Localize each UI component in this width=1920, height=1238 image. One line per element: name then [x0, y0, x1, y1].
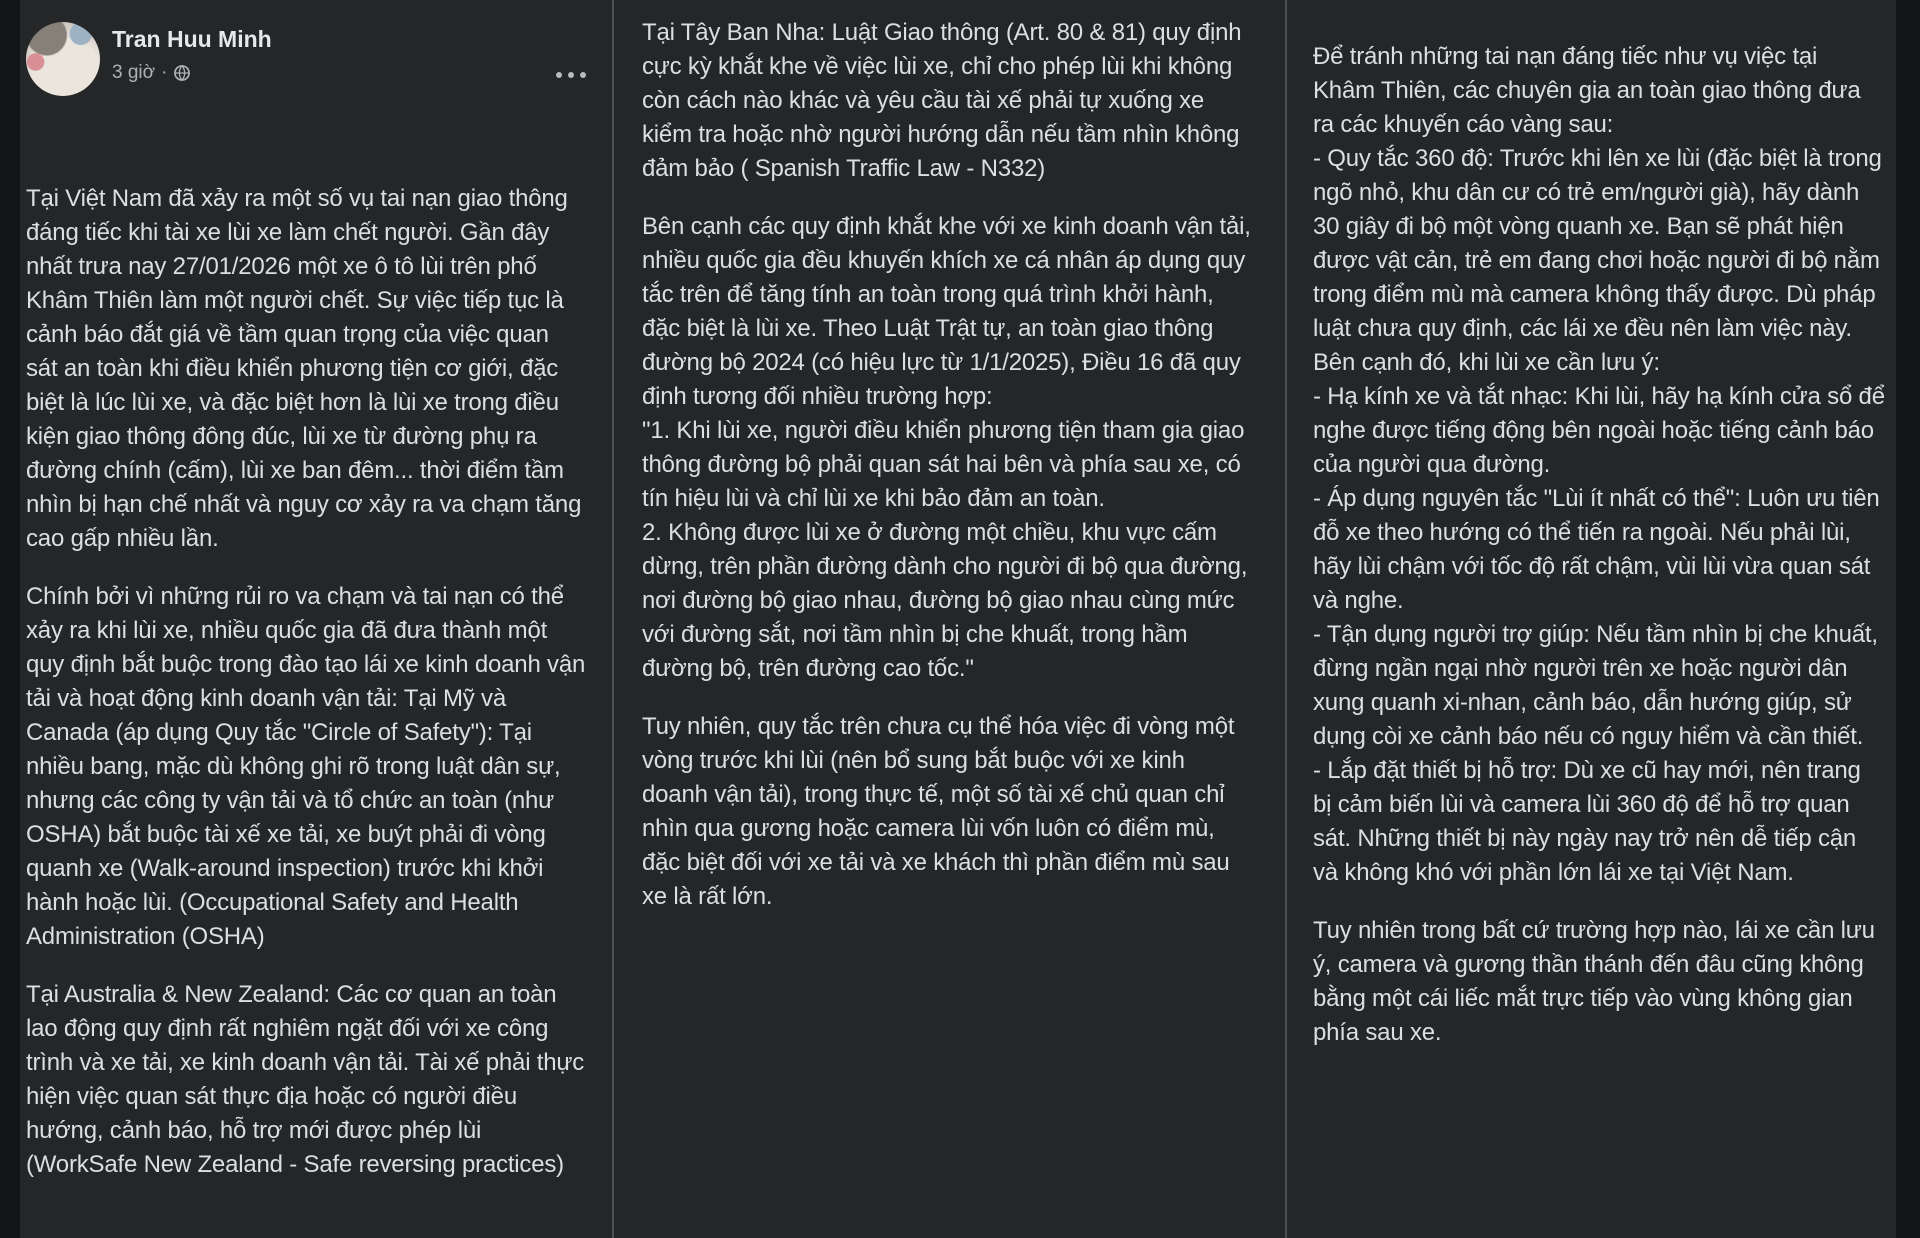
post-text-line: Chính bởi vì những rủi ro va chạm và tai nạn có thể xảy ra khi lùi xe, nhiều quốc gia đã đưa thành một quy định bắt buộc trong đào tạo lái xe kinh doanh vận tải và hoạt động kinh doanh vận tải: Tại Mỹ và Canada (áp dụng Quy tắc "Circle of Safety"): Tại nhiều bang, mặc dù không ghi rõ trong luật dân sự, nhưng các công ty vận tải và tổ chức an toàn (như OSHA) bắt buộc tài xế xe tải, xe buýt phải đi vòng quanh xe (Walk-around inspection) trước khi khởi hành hoặc lùi. (Occupational Safety and Health Administration (OSHA)	[26, 583, 586, 950]
post-text-line: Tuy nhiên trong bất cứ trường hợp nào, lái xe cần lưu ý, camera và gương thần thánh đến đâu cũng không bằng một cái liếc mắt trực tiếp vào vùng không gian phía sau xe.	[1313, 917, 1875, 1046]
post-text-column-1	[26, 182, 586, 1182]
post-text-column-2	[642, 16, 1254, 914]
post-text-line: Bên cạnh đó, khi lùi xe cần lưu ý:	[1313, 349, 1660, 376]
post-text-line: Tại Australia & New Zealand: Các cơ quan an toàn lao động quy định rất nghiêm ngặt đối với xe công trình và xe tải, xe kinh doanh vận tải. Tài xế phải thực hiện việc quan sát thực địa hoặc có người điều hướng, cảnh báo, hỗ trợ mới được phép lùi (WorkSafe New Zealand - Safe reversing practices)	[26, 981, 585, 1178]
post-paragraph-group	[642, 16, 1254, 186]
timestamp[interactable]: 3 giờ	[112, 62, 156, 83]
post-paragraph-group	[26, 182, 586, 556]
ellipsis-icon	[580, 72, 586, 78]
avatar[interactable]	[26, 22, 100, 96]
post-paragraph-group	[1313, 914, 1885, 1050]
post-text-line: Tuy nhiên, quy tắc trên chưa cụ thể hóa việc đi vòng một vòng trước khi lùi (nên bổ sung bắt buộc với xe kinh doanh vận tải), trong thực tế, một số tài xế chủ quan chỉ nhìn qua gương hoặc camera lùi vốn luôn có điểm mù, đặc biệt đối với xe tải và xe khách thì phần điểm mù sau xe là rất lớn.	[642, 713, 1235, 910]
post-text-line: - Áp dụng nguyên tắc "Lùi ít nhất có thể": Luôn ưu tiên đỗ xe theo hướng có thể tiến ra ngoài. Nếu phải lùi, hãy lùi chậm với tốc độ rất chậm, vùi lùi vừa quan sát và nghe.	[1313, 485, 1880, 614]
post-paragraph-group	[26, 978, 586, 1182]
ellipsis-icon	[568, 72, 574, 78]
post-text-line: "1. Khi lùi xe, người điều khiển phương tiện tham gia giao thông đường bộ phải quan sát hai bên và phía sau xe, có tín hiệu lùi và chỉ lùi xe khi bảo đảm an toàn.	[642, 417, 1245, 512]
globe-icon	[173, 64, 191, 82]
post-paragraph-group	[642, 710, 1254, 914]
post-card	[20, 0, 1896, 1238]
ellipsis-icon	[556, 72, 562, 78]
post-text-line: Để tránh những tai nạn đáng tiếc như vụ việc tại Khâm Thiên, các chuyên gia an toàn giao thông đưa ra các khuyến cáo vàng sau:	[1313, 43, 1861, 138]
meta-separator: ·	[161, 62, 168, 83]
post-text-line: Bên cạnh các quy định khắt khe với xe kinh doanh vận tải, nhiều quốc gia đều khuyến khích xe cá nhân áp dụng quy tắc trên để tăng tính an toàn trong quá trình khởi hành, đặc biệt là lùi xe. Theo Luật Trật tự, an toàn giao thông đường bộ 2024 (có hiệu lực từ 1/1/2025), Điều 16 đã quy định tương đối nhiều trường hợp:	[642, 213, 1251, 410]
post-text-line: - Quy tắc 360 độ: Trước khi lên xe lùi (đặc biệt là trong ngõ nhỏ, khu dân cư có trẻ em/người già), hãy dành 30 giây đi bộ một vòng quanh xe. Bạn sẽ phát hiện được vật cản, trẻ em đang chơi hoặc người đi bộ nằm trong điểm mù mà camera không thấy được. Dù pháp luật chưa quy định, các lái xe đều nên làm việc này.	[1313, 145, 1882, 342]
post-paragraph-group	[26, 580, 586, 954]
column-divider-1	[612, 0, 614, 1238]
column-divider-2	[1285, 0, 1287, 1238]
post-text-column-3	[1313, 40, 1885, 1050]
post-text-line: Tại Tây Ban Nha: Luật Giao thông (Art. 80 & 81) quy định cực kỳ khắt khe về việc lùi xe, chỉ cho phép lùi khi không còn cách nào khác và yêu cầu tài xế phải tự xuống xe kiểm tra hoặc nhờ người hướng dẫn nếu tầm nhìn không đảm bảo ( Spanish Traffic Law - N332)	[642, 19, 1242, 182]
post-paragraph-group	[1313, 40, 1885, 890]
post-text-line: Tại Việt Nam đã xảy ra một số vụ tai nạn giao thông đáng tiếc khi tài xe lùi xe làm chết người. Gần đây nhất trưa nay 27/01/2026 một xe ô tô lùi trên phố Khâm Thiên làm một người chết. Sự việc tiếp tục là cảnh báo đắt giá về tầm quan trọng của việc quan sát an toàn khi điều khiển phương tiện cơ giới, đặc biệt là lúc lùi xe, và đặc biệt hơn là lùi xe trong điều kiện giao thông đông đúc, lùi xe từ đường phụ ra đường chính (cấm), lùi xe ban đêm... thời điểm tầm nhìn bị hạn chế nhất và nguy cơ xảy ra va chạm tăng cao gấp nhiều lần.	[26, 185, 582, 552]
post-header	[26, 18, 586, 168]
post-text-line: - Hạ kính xe và tắt nhạc: Khi lùi, hãy hạ kính cửa sổ để nghe được tiếng động bên ngoài hoặc tiếng cảnh báo của người qua đường.	[1313, 383, 1885, 478]
post-text-line: - Lắp đặt thiết bị hỗ trợ: Dù xe cũ hay mới, nên trang bị cảm biến lùi và camera lùi 360 độ để hỗ trợ quan sát. Những thiết bị này ngày nay trở nên dễ tiếp cận và không khó với phần lớn lái xe tại Việt Nam.	[1313, 757, 1861, 886]
post-text-line: - Tận dụng người trợ giúp: Nếu tầm nhìn bị che khuất, đừng ngần ngại nhờ người trên xe hoặc người dân xung quanh xi-nhan, cảnh báo, dẫn hướng giúp, sử dụng còi xe cảnh báo nếu có nguy hiểm và cần thiết.	[1313, 621, 1878, 750]
author-name[interactable]: Tran Huu Minh	[112, 26, 272, 52]
post-menu-button[interactable]	[550, 66, 592, 84]
post-paragraph-group	[642, 210, 1254, 686]
post-text-line: 2. Không được lùi xe ở đường một chiều, khu vực cấm dừng, trên phần đường dành cho người đi bộ qua đường, nơi đường bộ giao nhau, đường bộ giao nhau cùng mức với đường sắt, nơi tầm nhìn bị che khuất, trong hầm đường bộ, trên đường cao tốc."	[642, 519, 1248, 682]
post-meta	[112, 62, 191, 84]
